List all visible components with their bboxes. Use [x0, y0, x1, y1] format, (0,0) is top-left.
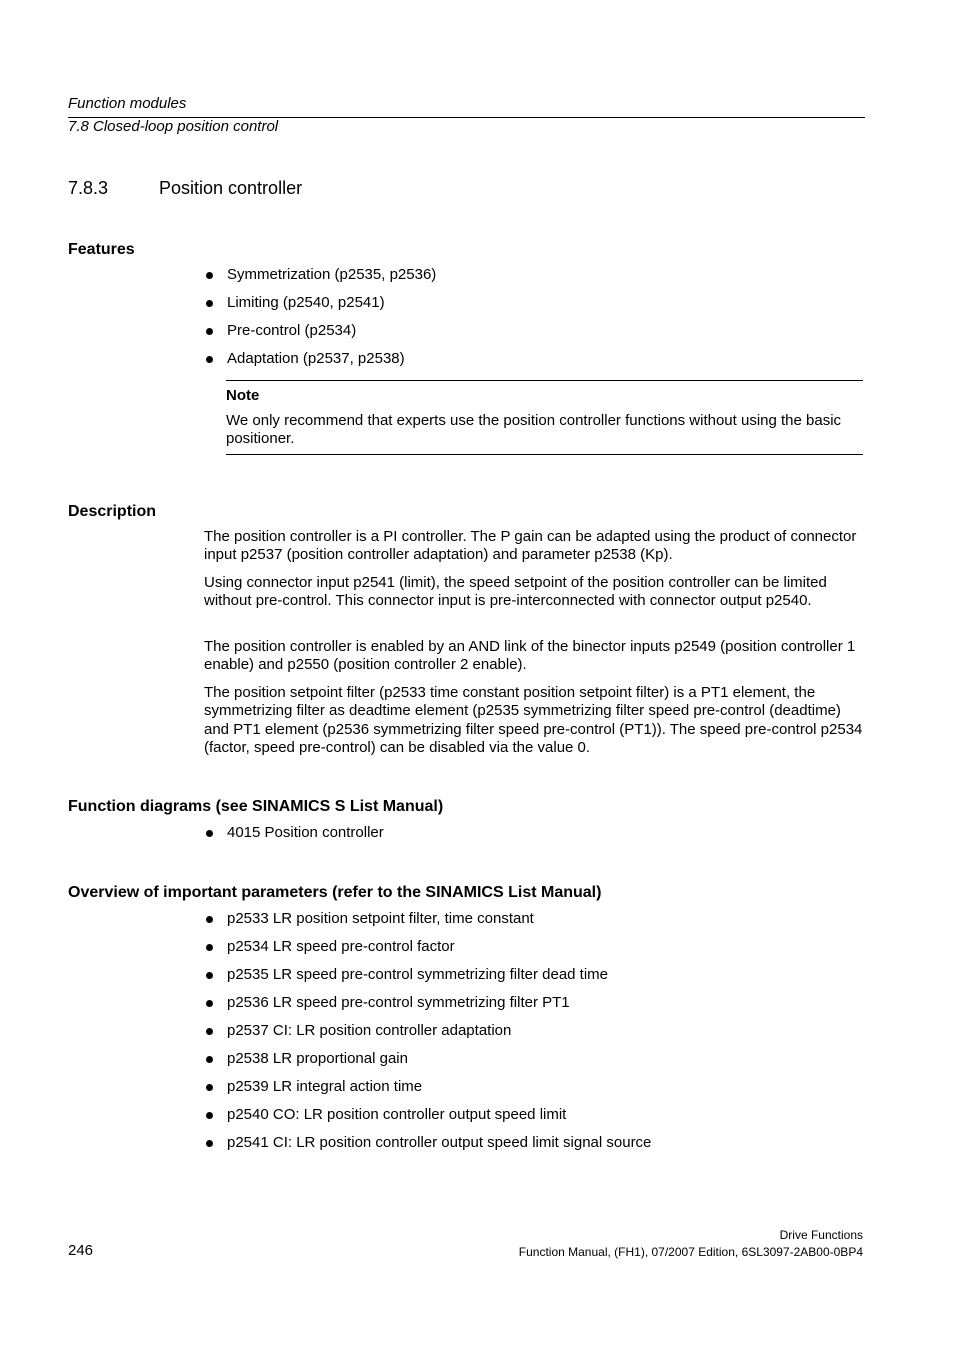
list-item: p2536 LR speed pre-control symmetrizing filter PT1 [204, 994, 651, 1022]
description-paragraph: The position setpoint filter (p2533 time constant position setpoint filter) is a PT1 element, the symmetrizing filter as deadtime element (p2535 symmetrizing filter speed pre-control (deadtime) and PT1 element (p2536 symmetrizing filter speed pre-control (PT1)). The speed pre-control p2534 (factor, speed pre-control) can be disabled via the value 0. [204, 684, 863, 756]
section-title: Position controller [159, 178, 303, 198]
note-text: We only recommend that experts use the position controller functions without using the basic positioner. [226, 412, 842, 447]
running-header-section: 7.8 Closed-loop position control [68, 118, 279, 135]
list-item: p2534 LR speed pre-control factor [204, 938, 651, 966]
list-item: p2539 LR integral action time [204, 1078, 651, 1106]
parameters-heading: Overview of important parameters (refer to the SINAMICS List Manual) [68, 884, 602, 901]
note-box [226, 380, 863, 455]
function-diagrams-list [204, 824, 384, 852]
list-item: p2533 LR position setpoint filter, time constant [204, 910, 651, 938]
description-heading: Description [68, 503, 157, 520]
description-paragraph: The position controller is enabled by an AND link of the binector inputs p2549 (position controller 1 enable) and p2550 (position controller 2 enable). [204, 638, 856, 674]
list-item: Limiting (p2540, p2541) [204, 294, 436, 322]
list-item: Adaptation (p2537, p2538) [204, 350, 436, 378]
list-item: p2540 CO: LR position controller output speed limit [204, 1106, 651, 1134]
section-number: 7.8.3 [68, 178, 109, 198]
list-item: Symmetrization (p2535, p2536) [204, 266, 436, 294]
list-item: p2541 CI: LR position controller output speed limit signal source [204, 1134, 651, 1162]
footer-edition: Function Manual, (FH1), 07/2007 Edition, 6SL3097-2AB00-0BP4 [518, 1245, 863, 1259]
parameters-list [204, 910, 651, 1162]
description-paragraph: Using connector input p2541 (limit), the speed setpoint of the position controller can be limited without pre-control. This connector input is pre-interconnected with connector output p2540. [204, 574, 827, 610]
list-item: Pre-control (p2534) [204, 322, 436, 350]
list-item: p2535 LR speed pre-control symmetrizing filter dead time [204, 966, 651, 994]
note-title: Note [226, 387, 260, 404]
running-header-chapter: Function modules [68, 95, 187, 112]
list-item: p2538 LR proportional gain [204, 1050, 651, 1078]
function-diagrams-heading: Function diagrams (see SINAMICS S List Manual) [68, 798, 444, 815]
page-number: 246 [68, 1242, 94, 1259]
features-heading: Features [68, 241, 135, 258]
list-item: 4015 Position controller [204, 824, 384, 852]
footer-title: Drive Functions [779, 1228, 863, 1242]
features-list [204, 266, 436, 378]
list-item: p2537 CI: LR position controller adaptation [204, 1022, 651, 1050]
description-paragraph: The position controller is a PI controller. The P gain can be adapted using the product of connector input p2537 (position controller adaptation) and parameter p2538 (Kp). [204, 528, 857, 564]
